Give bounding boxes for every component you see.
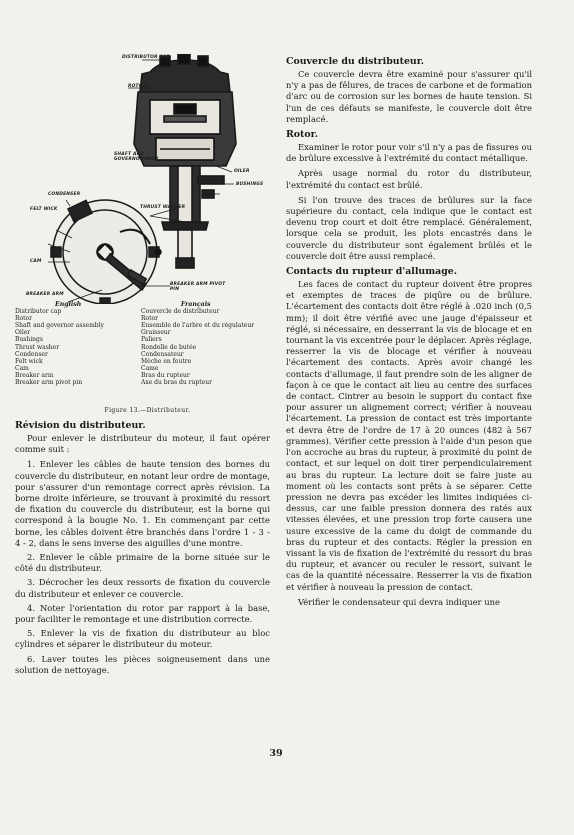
right-column [286, 56, 532, 612]
step-item: 1. Enlever les câbles de haute tension des bornes du couvercle du distributeur, en notant leur ordre de montage, pour s'assurer d'un remontage correct après révision. La borne droite inférieure, se trouvant à proximité du ressort de fixation du couvercle du distributeur, est la borne qui correspond à la bougie No. 1. En commençant par cette borne, les câbles doivent être branchés dans l'ordre 1 - 3 - 4 - 2, dans le sens inverse des aiguilles d'une montre. [15, 459, 270, 548]
callout-distributor-cap: DISTRIBUTOR CAP [122, 55, 170, 60]
intro-paragraph: Pour enlever le distributeur du moteur, il faut opérer comme suit : [15, 433, 270, 455]
page-number: 39 [269, 748, 283, 759]
legend-fr: Graisseur [141, 329, 171, 337]
callout-condenser: CONDENSER [48, 192, 81, 197]
step-item: 5. Enlever la vis de fixation du distributeur au bloc cylindres et séparer le distributeur du moteur. [15, 628, 270, 650]
legend-row [15, 358, 280, 365]
section-heading-rotor: Rotor. [286, 129, 318, 141]
legend-fr: Rondelle de butée [141, 343, 197, 351]
callout-rotor: ROTOR [128, 84, 147, 89]
legend-row [15, 372, 280, 379]
paragraph: Les faces de contact du rupteur doivent être propres et exemptes de traces de piqûre ou de brûlure. L'écartement des contacts doit être réglé à .020 inch (0,5 mm); il doit être vérifié avec une jauge d'épaisseur et réglé, si nécessaire, en desserrant la vis de blocage et en tournant la vis excentrée pour le déplacer. Après réglage, resserrer la vis de blocage et vérifier à nouveau l'écartement des contacts. Après avoir changé les contacts d'allumage, il faut prendre soin de les aligner de façon à ce que le contact ait lieu au centre des surfaces de contact. Cintrer au besoin le support du contact fixe pour assurer un alignement correct; vérifier à nouveau l'écartement. La pression de contact est très importante et devra être de l'ordre de 17 à 20 ounces (482 à 567 grammes). Vérifier cette pression à l'aide d'un peson que l'on accroche au bras du rupteur, à proximité du point de contact, et sur lequel on doit tirer perpendiculairement au bras du rupteur. La lecture doit se faire juste au moment où les contacts sont prêts à se séparer. Cette pression ne devra pas excéder les limites indiquées ci-dessus, car une faible pression donnera des ratés aux vitesses élevées, et une pression trop forte causera une usure excessive de la came du doigt de commande du bras du rupteur et des contacts. Régler la pression en vissant la vis de fixation de l'extrémité du ressort du bras du rupteur, et avancer ou reculer le ressort, suivant le cas de la quantité nécessaire. Resserrer la vis de fixation et vérifier à nouveau la pression de contact. [286, 279, 532, 592]
step-item: 3. Décrocher les deux ressorts de fixation du couvercle du distributeur et enlever ce couvercle. [15, 577, 270, 599]
legend-en: Thrust washer [15, 343, 60, 351]
step-item: 6. Laver toutes les pièces soigneusement dans une solution de nettoyage. [15, 653, 270, 675]
legend-fr: Couvercle de distributeur [141, 308, 220, 316]
legend-row [15, 344, 280, 351]
legend-english-heading: English [55, 301, 82, 308]
legend-row [15, 322, 280, 329]
section-heading-couvercle: Couvercle du distributeur. [286, 56, 425, 67]
callout-cam: CAM [30, 259, 42, 264]
legend-row [15, 315, 280, 322]
legend-row [15, 365, 280, 372]
section-heading-contacts: Contacts du rupteur d'allumage. [286, 266, 457, 278]
legend-en: Cam [15, 364, 29, 372]
legend-en: Rotor [15, 315, 33, 323]
legend-row [15, 336, 280, 343]
paragraph: Si l'on trouve des traces de brûlures sur la face supérieure du contact, cela indique que le contact est devenu trop court et doit être remplacé. Généralement, lorsque cela se produit, les plots encastrés dans le couvercle du distributeur sont également brûlés et le couvercle doit être aussi remplacé. [286, 194, 532, 261]
legend-fr: Mèche en feutre [141, 357, 192, 365]
legend-fr: Bras du rupteur [141, 371, 190, 379]
legend-fr: Axe du bras du rupteur [141, 379, 212, 387]
legend-en: Shaft and governor assembly [15, 322, 104, 330]
legend-header [15, 301, 280, 308]
callout-oiler: OILER [234, 169, 250, 174]
legend-row [15, 329, 280, 336]
legend-en: Felt wick [15, 357, 43, 365]
legend-french-heading: Français [180, 301, 211, 308]
legend-fr: Came [141, 364, 159, 372]
figure-caption: Figure 13.—Distributeur. [104, 407, 191, 414]
section-heading-revision: Révision du distributeur. [15, 420, 146, 431]
callout-breaker-arm: BREAKER ARM [26, 292, 64, 297]
legend-row [15, 379, 280, 386]
step-item: 4. Noter l'orientation du rotor par rapport à la base, pour faciliter le remontage et une distribution correcte. [15, 602, 270, 625]
procedure-steps [15, 459, 270, 676]
legend-en: Oiler [15, 329, 31, 337]
paragraph: Ce couvercle devra être examiné pour s'assurer qu'il n'y a pas de fêlures, de traces de carbone et de formation d'arc ou de corrosion sur les bornes de haute tension. Si l'un de ces défauts se manifeste, le couvercle doit être remplacé. [286, 69, 532, 124]
callout-bushings: BUSHINGS [236, 182, 264, 187]
legend-fr: Paliers [141, 336, 162, 344]
figure-legend [15, 301, 280, 386]
callout-felt-wick: FELT WICK [30, 207, 58, 212]
legend-en: Condenser [15, 350, 48, 358]
legend-en: Breaker arm pivot pin [15, 379, 83, 387]
legend-row [15, 308, 280, 315]
distributor-figure [10, 54, 280, 304]
callout-shaft-governor: SHAFT AND GOVERNOR ASSY [114, 152, 159, 162]
callout-thrust-washer: THRUST WASHER [140, 205, 186, 210]
legend-row [15, 351, 280, 358]
distributor-illustration [10, 54, 280, 304]
legend-fr: Ensemble de l'arbre et du régulateur [141, 322, 255, 330]
paragraph: Après usage normal du rotor du distributeur, l'extrémité du contact est brûlé. [286, 168, 532, 190]
left-column [15, 420, 270, 679]
step-item: 2. Enlever le câble primaire de la borne située sur le côté du distributeur. [15, 552, 270, 574]
legend-en: Breaker arm [15, 371, 54, 379]
paragraph: Examiner le rotor pour voir s'il n'y a pas de fissures ou de brûlure excessive à l'extrémité du contact métallique. [286, 142, 532, 164]
legend-en: Bushings [15, 336, 43, 344]
legend-en: Distributor cap [15, 308, 62, 316]
paragraph: Vérifier le condensateur qui devra indiquer une [298, 596, 500, 607]
legend-fr: Rotor [141, 315, 159, 323]
legend-fr: Condensateur [141, 350, 184, 358]
callout-breaker-arm-pivot-pin: BREAKER ARM PIVOT PIN [170, 282, 226, 292]
